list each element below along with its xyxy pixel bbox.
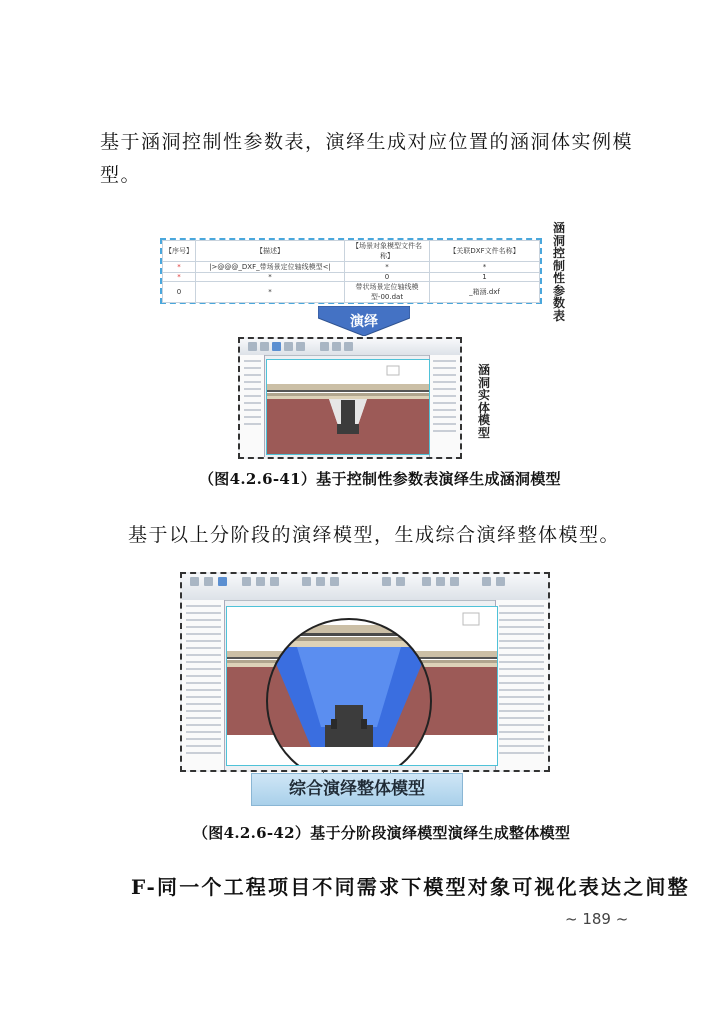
table-cell: * — [430, 262, 540, 273]
integrated-model-label: 综合演绎整体模型 — [251, 773, 463, 806]
culvert-parameter-table — [160, 238, 542, 304]
table-header-model-file: 【场景对象模型文件名称】 — [345, 241, 430, 262]
paragraph-culvert-intro: 基于涵洞控制性参数表，演绎生成对应位置的涵洞体实例模型。 — [100, 131, 634, 186]
project-browser-panel — [240, 355, 265, 457]
ribbon-toolbar — [182, 574, 548, 601]
arrow-label: 演绎 — [350, 314, 378, 330]
model-viewport — [266, 359, 430, 455]
culvert-model-screenshot — [238, 337, 462, 459]
model-viewport — [226, 606, 498, 766]
table-row — [163, 273, 540, 282]
table-header-description: 【描述】 — [196, 241, 345, 262]
page-number: ~ 189 ~ — [565, 910, 629, 928]
table-cell: 0 — [163, 282, 196, 303]
side-label-culvert-model: 涵洞实体模型 — [477, 363, 490, 440]
table-cell: 0 — [345, 273, 430, 282]
integrated-model-render — [227, 607, 497, 765]
ribbon-toolbar — [240, 339, 460, 356]
table-cell: * — [163, 273, 196, 282]
project-browser-panel — [182, 600, 225, 770]
culvert-model-render — [267, 360, 429, 454]
table-row — [163, 262, 540, 273]
figure-caption-41: （图4.2.6-41）基于控制性参数表演绎生成涵洞模型 — [199, 470, 561, 488]
section-heading: F-同一个工程项目不同需求下模型对象可视化表达之间整 — [131, 875, 690, 899]
table-cell: |>@@@_DXF_带场景定位轴线模型<| — [196, 262, 345, 273]
table-row — [163, 282, 540, 303]
table-cell: * — [196, 273, 345, 282]
paragraph-integrated-model: 基于以上分阶段的演绎模型，生成综合演绎整体模型。 — [128, 524, 621, 546]
figure-caption-42: （图4.2.6-42）基于分阶段演绎模型演绎生成整体模型 — [193, 824, 571, 842]
properties-panel — [429, 355, 460, 457]
table-cell: * — [196, 282, 345, 303]
table-cell: * — [345, 262, 430, 273]
table-cell: _箱涵.dxf — [430, 282, 540, 303]
table-header-dxf-file: 【关联DXF文件名称】 — [430, 241, 540, 262]
table-cell: 1 — [430, 273, 540, 282]
table-header-index: 【序号】 — [163, 241, 196, 262]
table-cell: 带状场景定位轴线模型-00.dat — [345, 282, 430, 303]
side-label-parameter-table: 涵洞控制性参数表 — [552, 221, 565, 323]
integrated-model-screenshot — [180, 572, 550, 772]
properties-panel — [495, 600, 548, 770]
table-cell: * — [163, 262, 196, 273]
